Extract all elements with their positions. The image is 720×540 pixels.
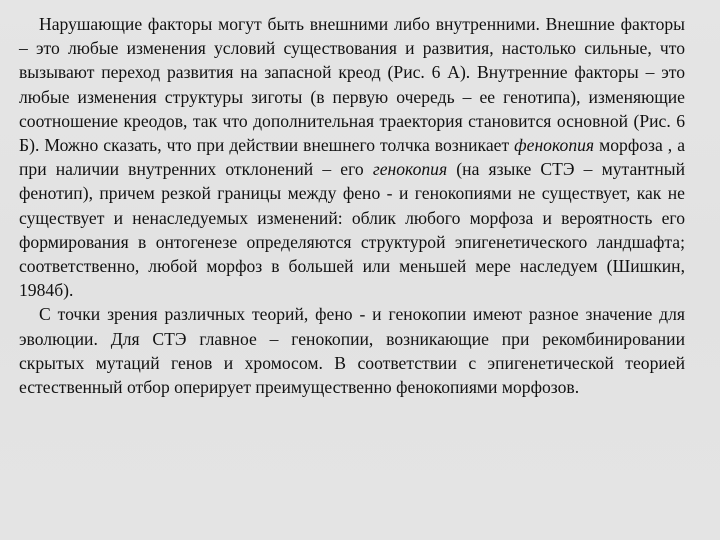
term-phenocopy: фенокопия [514,135,595,156]
paragraph-1-text-c: (на языке СТЭ – мутантный фенотип), причем резкой границы между фено - и генокопиями не существует, как не существует и ненаследуемых изменений: облик любого морфоза и вероятность его формирования в онтогенезе определяются структурой эпигенетического ландшафта; соответственно, любой морфоз в большей или меньшей мере наследуем (Шишкин, 1984б). [19,159,686,301]
paragraph-1-text-a: Нарушающие факторы могут быть внешними либо внутренними. Внешние факторы – это любые изменения условий существования и развития, настолько сильные, что вызывают переход развития на запасной креод (Рис. 6 А). Внутренние факторы – это любые изменения структуры зиготы (в первую очередь – ее генотипа), изменяющие соотношение креодов, так что дополнительная траектория становится основной (Рис. 6 Б). Можно сказать, что при действии внешнего толчка возникает [19,14,685,156]
paragraph-1-text-b: морфоза , а при наличии внутренних отклонений – его [19,135,686,180]
paragraph-1 [19,12,685,302]
paragraph-2: С точки зрения различных теорий, фено - и генокопии имеют разное значение для эволюции. Для СТЭ главное – генокопии, возникающие при рекомбинировании скрытых мутаций генов и хромосом. В соответствии с эпигенетической теорией естественный отбор оперирует преимущественно фенокопиями морфозов. [19,304,685,398]
term-genocopy: генокопия [372,159,448,180]
body-text [19,12,685,399]
